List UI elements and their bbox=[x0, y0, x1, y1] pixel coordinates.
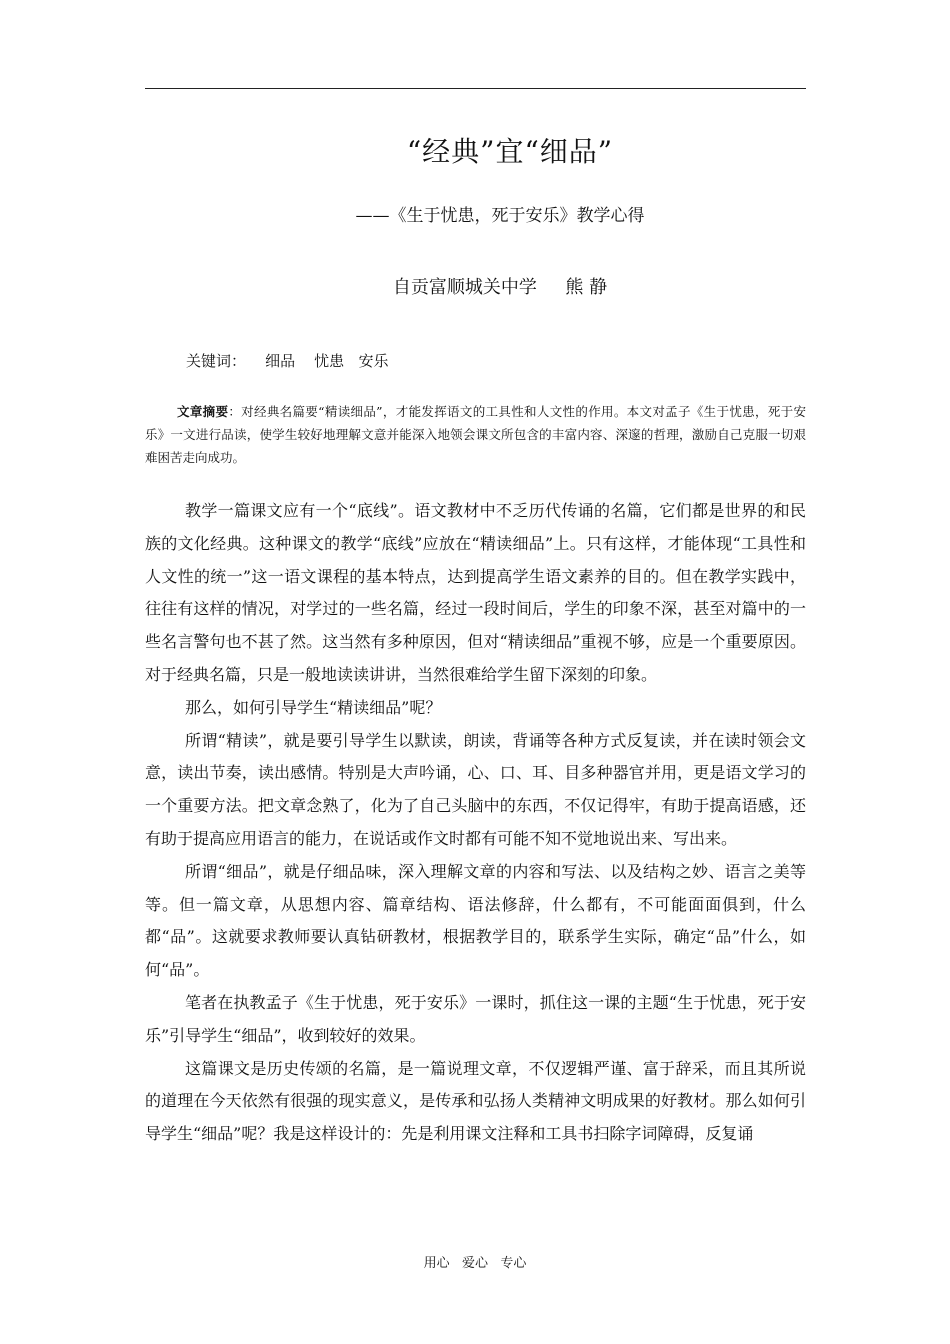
paragraph: 所谓“精读”，就是要引导学生以默读，朗读，背诵等各种方式反复读，并在读时领会文意，读出节奏，读出感情。特别是大声吟诵，心、口、耳、目多种器官并用，更是语文学习的一个重要方法。把文章念熟了，化为了自己头脑中的东西，不仅记得牢，有助于提高语感，还有助于提高应用语言的能力，在说话或作文时都有可能不知不觉地说出来、写出来。 bbox=[145, 730, 806, 848]
body-text bbox=[145, 495, 806, 1151]
paragraph: 所谓“细品”，就是仔细品味，深入理解文章的内容和写法、以及结构之妙、语言之美等等。但一篇文章，从思想内容、篇章结构、语法修辞，什么都有，不可能面面俱到，什么都“品”。这就要求教师要认真钻研教材，根据教学目的，联系学生实际，确定“品”什么，如何“品”。 bbox=[145, 861, 806, 980]
keywords-line bbox=[186, 350, 388, 371]
keywords-label: 关键词： bbox=[186, 352, 247, 370]
header-rule bbox=[145, 88, 806, 89]
document-subtitle: ——《生于忧患，死于安乐》教学心得 bbox=[355, 206, 645, 226]
page-footer: 用心 爱心 专心 bbox=[423, 1256, 527, 1271]
abstract-text: ：对经典名篇要“精读细品”，才能发挥语文的工具性和人文性的作用。本文对孟子《生于忧患，死于安乐》一文进行品读，使学生较好地理解文意并能深入地领会课文所包含的丰富内容、深邃的哲理，激励自己克服一切艰难困苦走向成功。 bbox=[145, 404, 806, 465]
keywords-values: 细品 忧患 安乐 bbox=[246, 352, 389, 370]
abstract bbox=[145, 400, 806, 469]
paragraph: 笔者在执教孟子《生于忧患，死于安乐》一课时，抓住这一课的主题“生于忧患，死于安乐”引导学生“细品”，收到较好的效果。 bbox=[145, 992, 806, 1045]
author-line: 自贡富顺城关中学 熊 静 bbox=[392, 277, 608, 298]
abstract-label: 文章摘要 bbox=[177, 404, 229, 419]
document-title: “经典”宜“细品” bbox=[406, 135, 614, 168]
paragraph: 那么，如何引导学生“精读细品”呢？ bbox=[185, 697, 442, 717]
paragraph: 教学一篇课文应有一个“底线”。语文教材中不乏历代传诵的名篇，它们都是世界的和民族的文化经典。这种课文的教学“底线”应放在“精读细品”上。只有这样，才能体现“工具性和人文性的统一”这一语文课程的基本特点，达到提高学生语文素养的目的。但在教学实践中，往往有这样的情况，对学过的一些名篇，经过一段时间后，学生的印象不深，甚至对篇中的一些名言警句也不甚了然。这当然有多种原因，但对“精读细品”重视不够，应是一个重要原因。对于经典名篇，只是一般地读读讲讲，当然很难给学生留下深刻的印象。 bbox=[145, 501, 806, 684]
paragraph: 这篇课文是历史传颂的名篇，是一篇说理文章，不仅逻辑严谨、富于辞采，而且其所说的道理在今天依然有很强的现实意义，是传承和弘扬人类精神文明成果的好教材。那么如何引导学生“细品”呢？我是这样设计的：先是利用课文注释和工具书扫除字词障碍，反复诵 bbox=[145, 1058, 806, 1144]
